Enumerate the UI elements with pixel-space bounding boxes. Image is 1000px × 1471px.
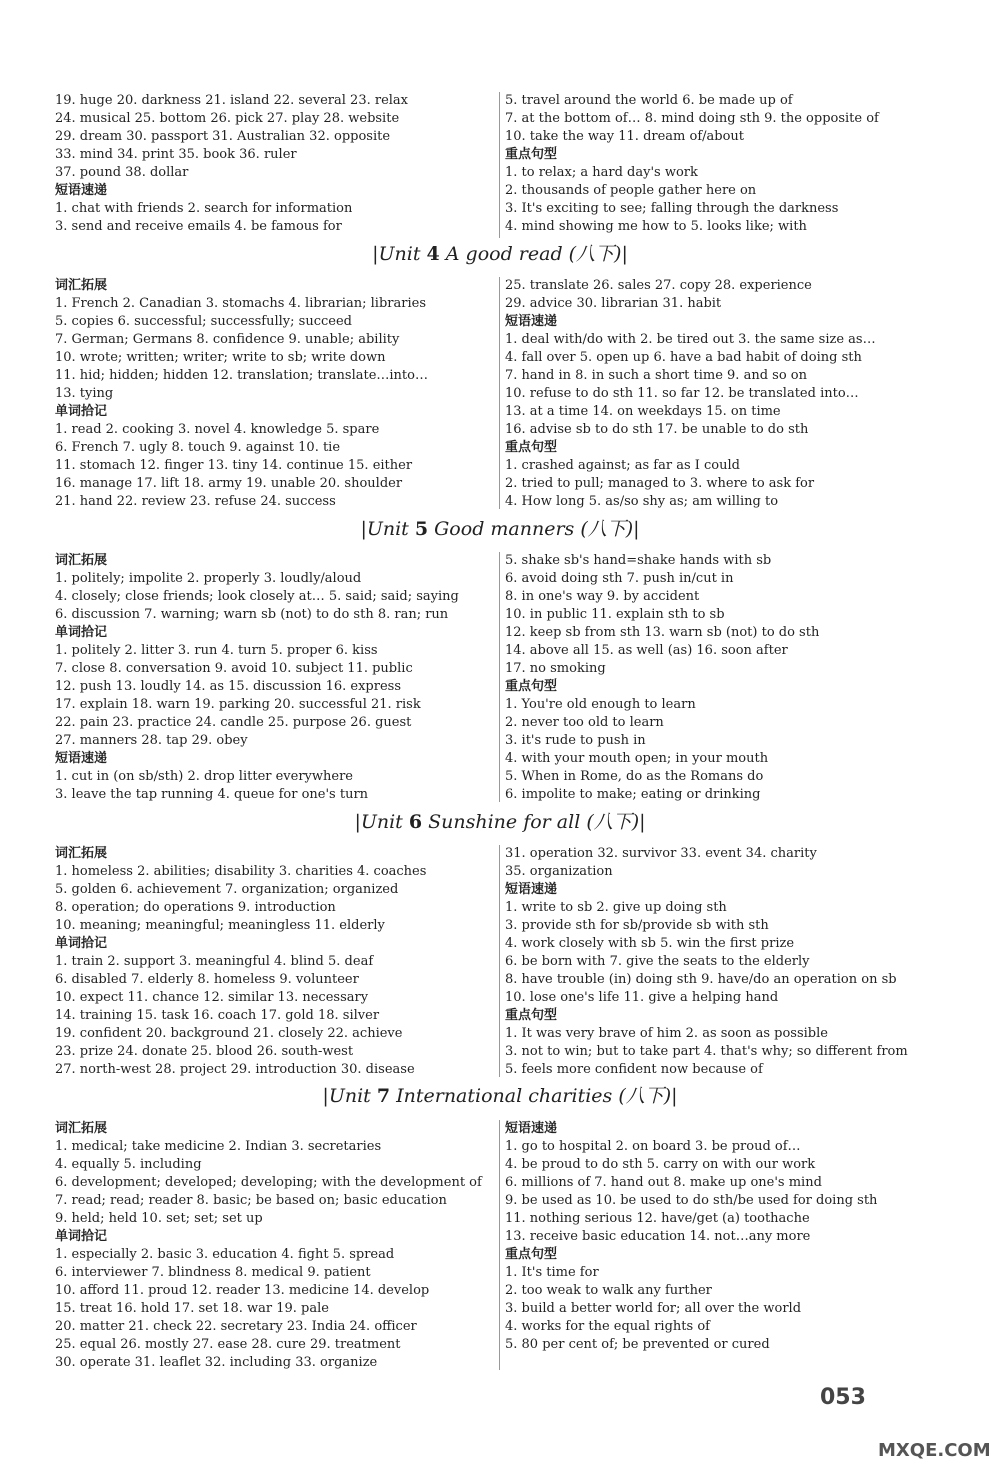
section-heading: 单词拾记 <box>55 625 108 640</box>
answer-line: 13. at a time 14. on weekdays 15. on time <box>505 404 781 419</box>
answer-line: 17. no smoking <box>505 661 606 676</box>
answer-line: 1. It's time for <box>505 1265 599 1280</box>
answer-line: 12. keep sb from sth 13. warn sb (not) to do sth <box>505 625 820 640</box>
answer-line: 2. thousands of people gather here on <box>505 183 757 198</box>
answer-line: 13. tying <box>55 386 114 401</box>
answer-line: 5. copies 6. successful; successfully; succeed <box>55 314 352 329</box>
answer-line: 19. huge 20. darkness 21. island 22. several 23. relax <box>55 93 408 108</box>
answer-line: 22. pain 23. practice 24. candle 25. purpose 26. guest <box>55 715 412 730</box>
answer-line: 1. train 2. support 3. meaningful 4. blind 5. deaf <box>55 954 374 969</box>
column-left <box>55 1120 495 1372</box>
answer-line: 7. German; Germans 8. confidence 9. unable; ability <box>55 332 400 347</box>
answer-line: 3. send and receive emails 4. be famous for <box>55 219 342 234</box>
column-right <box>505 277 945 511</box>
answer-line: 1. crashed against; as far as I could <box>505 458 740 473</box>
answer-line: 25. equal 26. mostly 27. ease 28. cure 29. treatment <box>55 1337 401 1352</box>
answer-line: 29. dream 30. passport 31. Australian 32. opposite <box>55 129 391 144</box>
answer-line: 4. equally 5. including <box>55 1157 202 1172</box>
answer-line: 7. hand in 8. in such a short time 9. and so on <box>505 368 807 383</box>
answer-line: 1. deal with/do with 2. be tired out 3. the same size as… <box>505 332 876 347</box>
answer-line: 2. tried to pull; managed to 3. where to ask for <box>505 476 815 491</box>
answer-line: 29. advice 30. librarian 31. habit <box>505 296 722 311</box>
answer-line: 1. medical; take medicine 2. Indian 3. secretaries <box>55 1139 382 1154</box>
answer-line: 24. musical 25. bottom 26. pick 27. play 28. website <box>55 111 400 126</box>
answer-line: 5. golden 6. achievement 7. organization; organized <box>55 882 399 897</box>
answer-line: 8. in one's way 9. by accident <box>505 589 700 604</box>
answer-line: 1. chat with friends 2. search for information <box>55 201 353 216</box>
answer-line: 5. When in Rome, do as the Romans do <box>505 769 764 784</box>
answer-line: 9. held; held 10. set; set; set up <box>55 1211 263 1226</box>
answer-line: 10. in public 11. explain sth to sb <box>505 607 725 622</box>
answer-line: 4. fall over 5. open up 6. have a bad habit of doing sth <box>505 350 862 365</box>
answer-line: 10. expect 11. chance 12. similar 13. necessary <box>55 990 369 1005</box>
answer-line: 1. especially 2. basic 3. education 4. fight 5. spread <box>55 1247 395 1262</box>
column-right <box>505 92 945 236</box>
column-right <box>505 1120 945 1354</box>
section-heading: 词汇拓展 <box>55 846 108 861</box>
answer-line: 9. be used as 10. be used to do sth/be used for doing sth <box>505 1193 878 1208</box>
answer-line: 23. prize 24. donate 25. blood 26. south-west <box>55 1044 354 1059</box>
section-heading: 单词拾记 <box>55 404 108 419</box>
answer-line: 10. wrote; written; writer; write to sb; write down <box>55 350 386 365</box>
unit-title: |Unit 7 International charities (八下)| <box>322 1085 678 1107</box>
answer-line: 20. matter 21. check 22. secretary 23. India 24. officer <box>55 1319 417 1334</box>
answer-line: 30. operate 31. leaflet 32. including 33. organize <box>55 1355 378 1370</box>
section-heading: 词汇拓展 <box>55 553 108 568</box>
answer-line: 10. afford 11. proud 12. reader 13. medicine 14. develop <box>55 1283 430 1298</box>
answer-line: 4. be proud to do sth 5. carry on with our work <box>505 1157 816 1172</box>
answer-line: 19. confident 20. background 21. closely 22. achieve <box>55 1026 403 1041</box>
answer-line: 1. It was very brave of him 2. as soon as possible <box>505 1026 828 1041</box>
answer-line: 3. it's rude to push in <box>505 733 646 748</box>
answer-line: 15. treat 16. hold 17. set 18. war 19. pale <box>55 1301 329 1316</box>
section-heading: 重点句型 <box>505 1008 558 1023</box>
unit-title: |Unit 6 Sunshine for all (八下)| <box>354 811 646 833</box>
column-left <box>55 845 495 1079</box>
answer-line: 5. shake sb's hand=shake hands with sb <box>505 553 772 568</box>
answer-line: 3. It's exciting to see; falling through the darkness <box>505 201 839 216</box>
answer-line: 10. meaning; meaningful; meaningless 11. elderly <box>55 918 385 933</box>
answer-line: 10. refuse to do sth 11. so far 12. be translated into… <box>505 386 859 401</box>
column-divider <box>499 845 500 1077</box>
answer-line: 16. manage 17. lift 18. army 19. unable 20. shoulder <box>55 476 403 491</box>
answer-line: 25. translate 26. sales 27. copy 28. experience <box>505 278 812 293</box>
answer-line: 8. have trouble (in) doing sth 9. have/do an operation on sb <box>505 972 897 987</box>
section-heading: 单词拾记 <box>55 936 108 951</box>
section-heading: 词汇拓展 <box>55 278 108 293</box>
answer-line: 2. never too old to learn <box>505 715 664 730</box>
answer-line: 7. read; read; reader 8. basic; be based on; basic education <box>55 1193 447 1208</box>
answer-line: 6. discussion 7. warning; warn sb (not) to do sth 8. ran; run <box>55 607 449 622</box>
column-left <box>55 277 495 511</box>
answer-line: 8. operation; do operations 9. introduction <box>55 900 336 915</box>
column-divider <box>499 552 500 802</box>
answer-line: 1. read 2. cooking 3. novel 4. knowledge 5. spare <box>55 422 380 437</box>
answer-line: 1. politely; impolite 2. properly 3. loudly/aloud <box>55 571 362 586</box>
answer-line: 4. work closely with sb 5. win the first prize <box>505 936 795 951</box>
answer-line: 4. mind showing me how to 5. looks like; with <box>505 219 807 234</box>
answer-line: 3. build a better world for; all over the world <box>505 1301 802 1316</box>
answer-line: 31. operation 32. survivor 33. event 34. charity <box>505 846 817 861</box>
section-heading: 单词拾记 <box>55 1229 108 1244</box>
answer-line: 13. receive basic education 14. not…any more <box>505 1229 811 1244</box>
answer-line: 7. at the bottom of… 8. mind doing sth 9. the opposite of <box>505 111 879 126</box>
answer-line: 14. training 15. task 16. coach 17. gold 18. silver <box>55 1008 380 1023</box>
answer-line: 6. be born with 7. give the seats to the elderly <box>505 954 810 969</box>
answer-line: 10. take the way 11. dream of/about <box>505 129 745 144</box>
answer-line: 1. write to sb 2. give up doing sth <box>505 900 727 915</box>
answer-line: 5. travel around the world 6. be made up of <box>505 93 793 108</box>
answer-line: 6. avoid doing sth 7. push in/cut in <box>505 571 734 586</box>
column-left <box>55 552 495 804</box>
answer-line: 11. stomach 12. finger 13. tiny 14. continue 15. either <box>55 458 413 473</box>
answer-line: 3. leave the tap running 4. queue for one's turn <box>55 787 369 802</box>
column-right <box>505 552 945 804</box>
column-right <box>505 845 945 1079</box>
answer-line: 1. French 2. Canadian 3. stomachs 4. librarian; libraries <box>55 296 426 311</box>
answer-line: 35. organization <box>505 864 613 879</box>
section-heading: 重点句型 <box>505 440 558 455</box>
answer-line: 6. millions of 7. hand out 8. make up one's mind <box>505 1175 822 1190</box>
answer-line: 2. too weak to walk any further <box>505 1283 712 1298</box>
column-left <box>55 92 495 236</box>
answer-line: 12. push 13. loudly 14. as 15. discussion 16. express <box>55 679 402 694</box>
section-heading: 短语速递 <box>505 1121 558 1136</box>
answer-line: 17. explain 18. warn 19. parking 20. successful 21. risk <box>55 697 421 712</box>
unit-title: |Unit 5 Good manners (八下)| <box>360 518 640 540</box>
answer-line: 1. politely 2. litter 3. run 4. turn 5. proper 6. kiss <box>55 643 378 658</box>
answer-line: 6. development; developed; developing; with the development of <box>55 1175 482 1190</box>
column-divider <box>499 92 500 238</box>
column-divider <box>499 277 500 509</box>
answer-line: 27. north-west 28. project 29. introduction 30. disease <box>55 1062 415 1077</box>
answer-line: 7. close 8. conversation 9. avoid 10. subject 11. public <box>55 661 413 676</box>
watermark: MXQE.COM <box>878 1440 991 1461</box>
section-heading: 短语速递 <box>505 314 558 329</box>
answer-line: 4. closely; close friends; look closely at… 5. said; said; saying <box>55 589 459 604</box>
section-heading: 短语速递 <box>55 751 108 766</box>
answer-line: 6. French 7. ugly 8. touch 9. against 10. tie <box>55 440 341 455</box>
answer-line: 3. not to win; but to take part 4. that's why; so different from <box>505 1044 908 1059</box>
answer-line: 1. homeless 2. abilities; disability 3. charities 4. coaches <box>55 864 427 879</box>
answer-line: 5. 80 per cent of; be prevented or cured <box>505 1337 770 1352</box>
answer-line: 33. mind 34. print 35. book 36. ruler <box>55 147 297 162</box>
answer-line: 11. nothing serious 12. have/get (a) toothache <box>505 1211 810 1226</box>
answer-line: 1. go to hospital 2. on board 3. be proud of… <box>505 1139 801 1154</box>
section-heading: 词汇拓展 <box>55 1121 108 1136</box>
section-heading: 重点句型 <box>505 1247 558 1262</box>
answer-line: 5. feels more confident now because of <box>505 1062 763 1077</box>
answer-line: 4. works for the equal rights of <box>505 1319 710 1334</box>
page-number: 053 <box>820 1385 866 1410</box>
unit-title: |Unit 4 A good read (八下)| <box>372 243 628 265</box>
answer-line: 6. interviewer 7. blindness 8. medical 9. patient <box>55 1265 371 1280</box>
answer-line: 1. cut in (on sb/sth) 2. drop litter everywhere <box>55 769 354 784</box>
answer-line: 6. impolite to make; eating or drinking <box>505 787 761 802</box>
answer-line: 1. to relax; a hard day's work <box>505 165 698 180</box>
answer-line: 16. advise sb to do sth 17. be unable to do sth <box>505 422 809 437</box>
section-heading: 重点句型 <box>505 147 558 162</box>
answer-line: 4. with your mouth open; in your mouth <box>505 751 769 766</box>
answer-line: 37. pound 38. dollar <box>55 165 189 180</box>
section-heading: 短语速递 <box>505 882 558 897</box>
answer-line: 6. disabled 7. elderly 8. homeless 9. volunteer <box>55 972 359 987</box>
column-divider <box>499 1120 500 1370</box>
answer-line: 21. hand 22. review 23. refuse 24. success <box>55 494 336 509</box>
section-heading: 重点句型 <box>505 679 558 694</box>
answer-line: 4. How long 5. as/so shy as; am willing to <box>505 494 779 509</box>
answer-line: 1. You're old enough to learn <box>505 697 696 712</box>
answer-line: 27. manners 28. tap 29. obey <box>55 733 248 748</box>
answer-line: 3. provide sth for sb/provide sb with sth <box>505 918 769 933</box>
section-heading: 短语速递 <box>55 183 108 198</box>
answer-line: 10. lose one's life 11. give a helping hand <box>505 990 779 1005</box>
answer-line: 11. hid; hidden; hidden 12. translation; translate…into… <box>55 368 428 383</box>
answer-line: 14. above all 15. as well (as) 16. soon after <box>505 643 788 658</box>
